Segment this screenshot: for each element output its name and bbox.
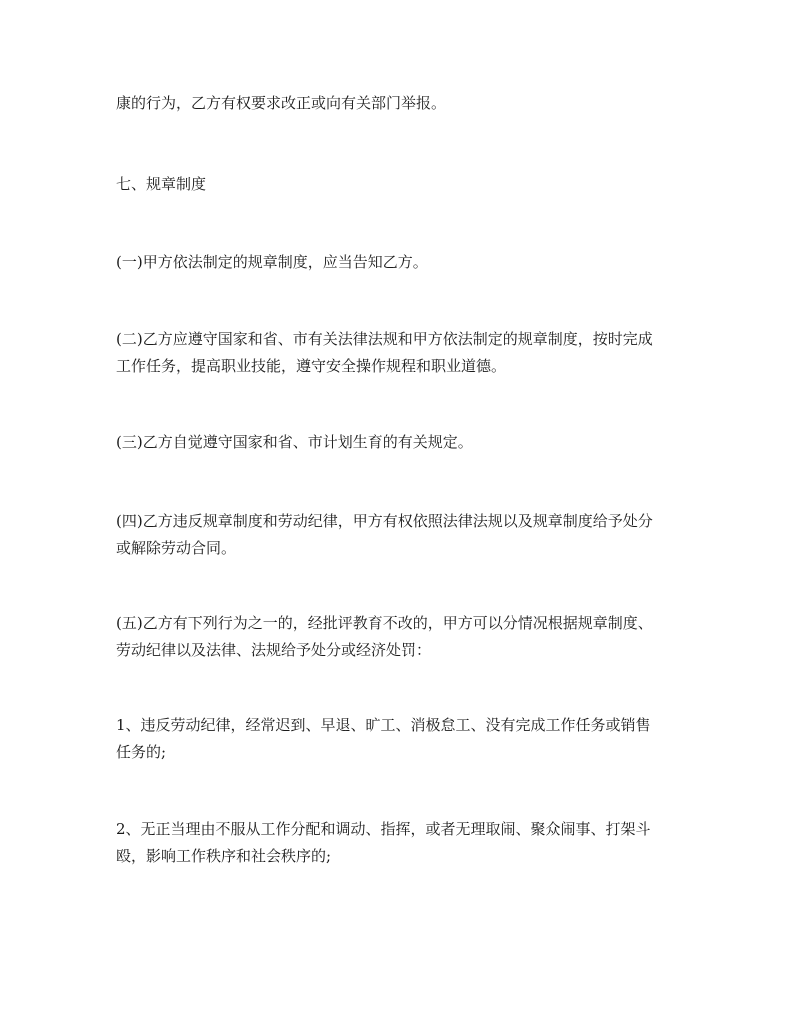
text-line: 劳动纪律以及法律、法规给予处分或经济处罚： <box>116 641 432 659</box>
text-line: 康的行为，乙方有权要求改正或向有关部门举报。 <box>116 94 447 112</box>
paragraph-item-2 <box>116 326 696 380</box>
text-line: 任务的; <box>116 743 167 761</box>
paragraph-item-4 <box>116 508 696 562</box>
paragraph-health-report <box>116 90 696 117</box>
section-heading-rules <box>116 171 696 198</box>
text-line: (四)乙方违反规章制度和劳动纪律，甲方有权依照法律法规以及规章制度给予处分 <box>116 512 653 530</box>
text-line: 工作任务，提高职业技能，遵守安全操作规程和职业道德。 <box>116 357 507 375</box>
text-line: 或解除劳动合同。 <box>116 539 237 557</box>
text-line: 殴，影响工作秩序和社会秩序的; <box>116 847 332 865</box>
text-line: (二)乙方应遵守国家和省、市有关法律法规和甲方依法制定的规章制度，按时完成 <box>116 330 653 348</box>
text-line: 1、违反劳动纪律，经常迟到、早退、旷工、消极怠工、没有完成工作任务或销售 <box>116 716 651 734</box>
text-line: (一)甲方依法制定的规章制度，应当告知乙方。 <box>116 253 428 271</box>
paragraph-subitem-2 <box>116 816 696 870</box>
paragraph-item-3 <box>116 429 696 456</box>
text-line: (三)乙方自觉遵守国家和省、市计划生育的有关规定。 <box>116 433 473 451</box>
text-line: 2、无正当理由不服从工作分配和调动、指挥，或者无理取闹、聚众闹事、打架斗 <box>116 820 651 838</box>
paragraph-item-1 <box>116 249 696 276</box>
paragraph-item-5 <box>116 610 696 664</box>
paragraph-subitem-1 <box>116 712 696 766</box>
text-line: 七、规章制度 <box>116 175 207 193</box>
text-line: (五)乙方有下列行为之一的，经批评教育不改的，甲方可以分情况根据规章制度、 <box>116 614 653 632</box>
